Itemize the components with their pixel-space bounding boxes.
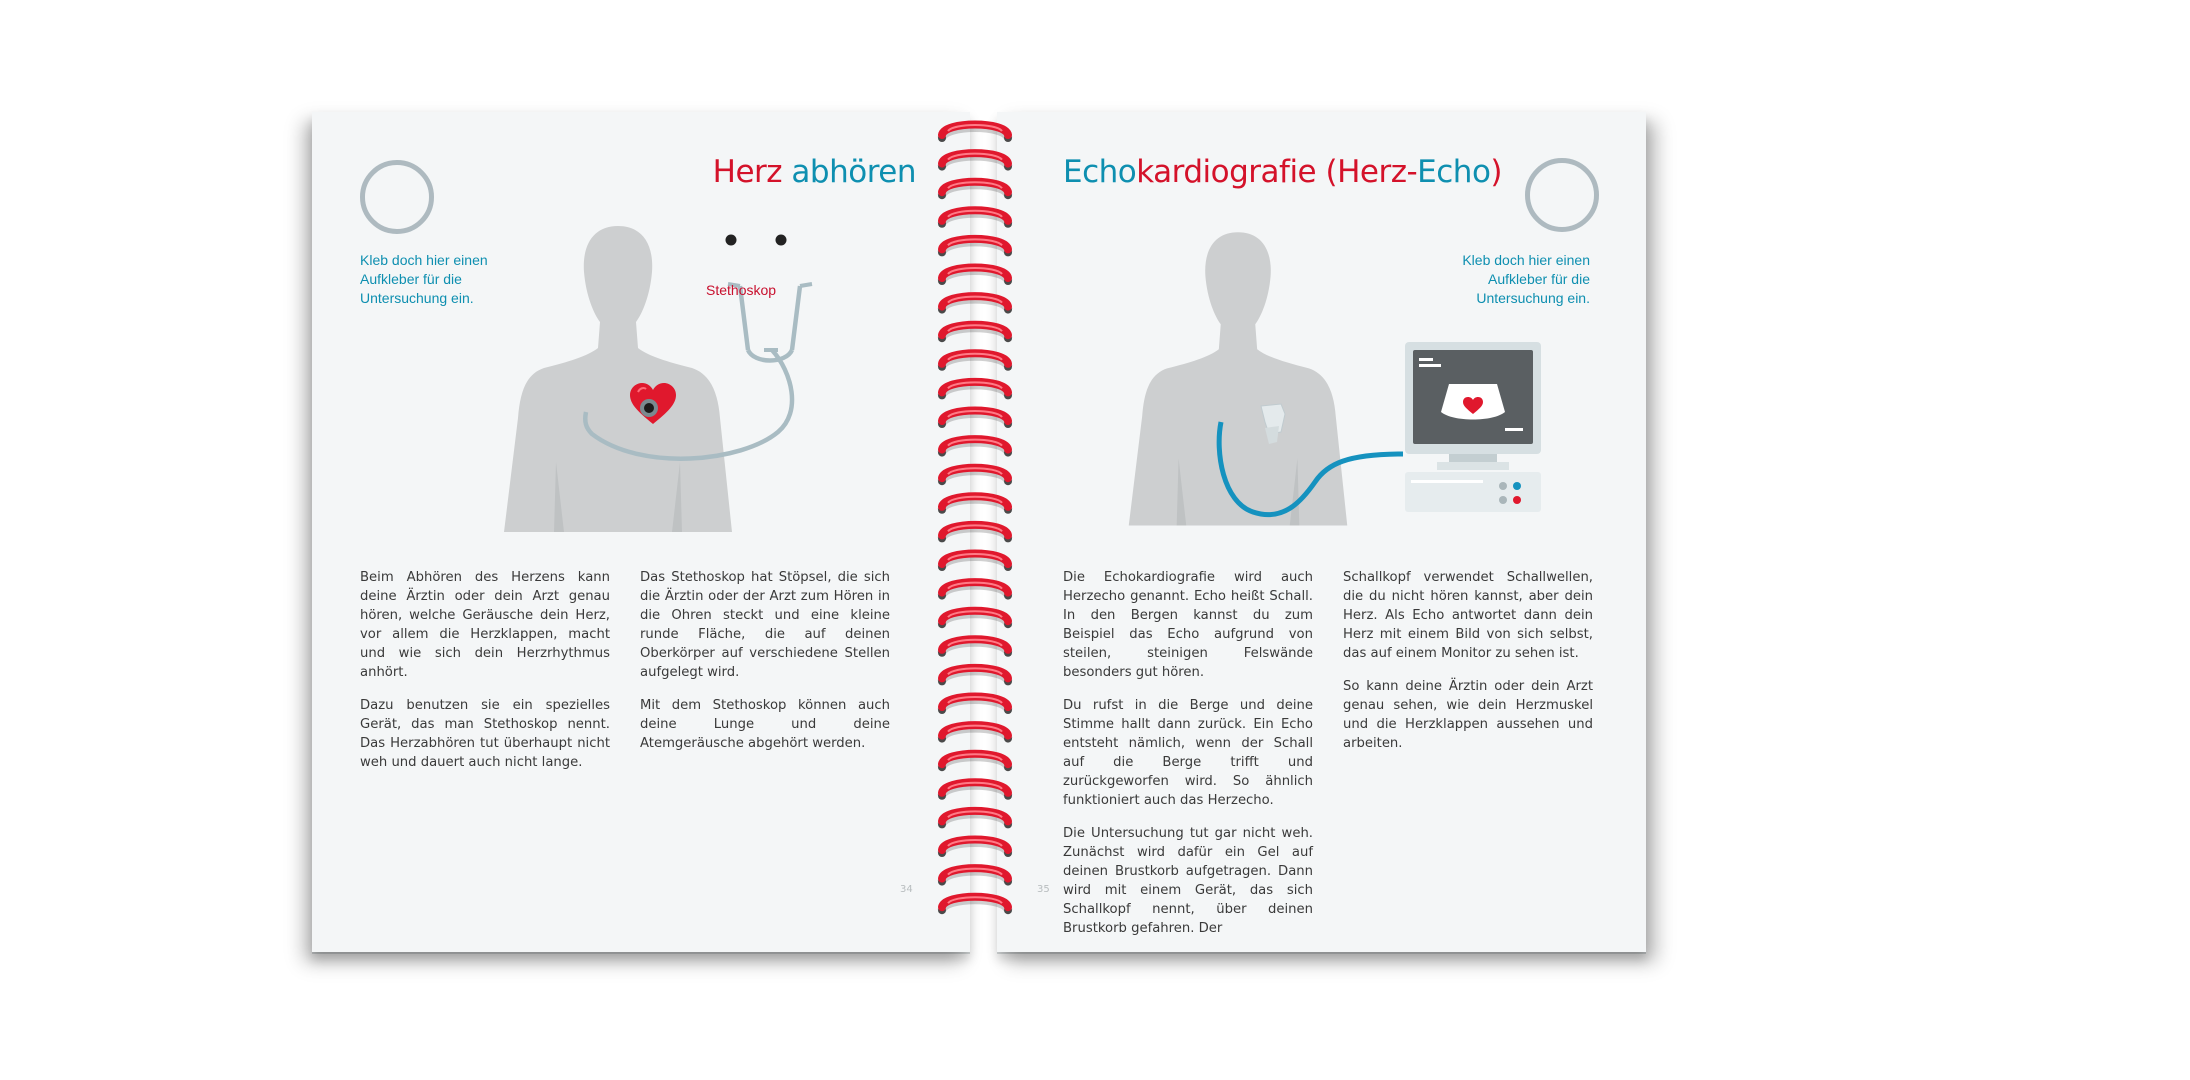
spiral-ring <box>938 125 1012 143</box>
sticker-note <box>360 251 488 308</box>
stethoscope-icon <box>492 222 872 482</box>
spiral-ring <box>938 897 1012 915</box>
spiral-ring <box>938 668 1012 686</box>
paragraph: Die Echokardiografie wird auch Herzecho genannt. Echo heißt Schall. In den Bergen kannst du zum Beispiel das Echo aufgrund von steilen, steinigen Felswände besonders gut hören. <box>1063 570 1313 680</box>
spiral-ring <box>938 182 1012 200</box>
spiral-ring <box>938 210 1012 228</box>
sticker-note-line: Aufkleber für die <box>360 271 462 287</box>
echo-machine-icon <box>1397 334 1547 514</box>
spiral-ring <box>938 296 1012 314</box>
text-column-1 <box>360 568 610 786</box>
transducer-cable-icon <box>1197 392 1417 532</box>
spiral-ring <box>938 811 1012 829</box>
sticker-note-line: Untersuchung ein. <box>1476 290 1590 306</box>
stethoscope-label: Stethoskop <box>706 282 777 298</box>
sticker-circle <box>360 160 434 234</box>
title-part-teal: Echo <box>1063 154 1137 190</box>
sticker-note-line: Untersuchung ein. <box>360 290 474 306</box>
page-title <box>1063 154 1502 190</box>
earpiece-right-icon <box>774 233 788 247</box>
page-title <box>713 154 916 190</box>
spiral-ring <box>938 439 1012 457</box>
spiral-ring <box>938 382 1012 400</box>
sticker-note-line: Kleb doch hier einen <box>1462 252 1590 268</box>
spiral-ring <box>938 525 1012 543</box>
left-page <box>312 112 970 952</box>
spiral-ring <box>938 725 1012 743</box>
spiral-ring <box>938 268 1012 286</box>
text-column-2 <box>1343 568 1593 767</box>
sticker-note <box>1462 251 1590 308</box>
paragraph: Du rufst in die Berge und deine Stimme hallt dann zurück. Ein Echo entsteht nämlich, wenn der Schall auf die Berge trifft und zurückgeworfen wird. So ähnlich funktioniert auch das Herzecho. <box>1063 698 1313 808</box>
paragraph: Dazu benutzen sie ein spezielles Gerät, das man Stethoskop nennt. Das Herzabhören tut überhaupt nicht weh und dauert auch nicht lange. <box>360 698 610 770</box>
spiral-ring <box>938 840 1012 858</box>
page-number: 35 <box>1037 884 1050 895</box>
paragraph: Schallkopf verwendet Schallwellen, die du nicht hören kannst, aber dein Herz. Als Echo antwortet dann dein Herz mit einem Bild von sich selbst, das auf einem Monitor zu sehen ist. <box>1343 570 1593 661</box>
spiral-ring <box>938 239 1012 257</box>
spiral-ring <box>938 411 1012 429</box>
spiral-ring <box>938 697 1012 715</box>
chest-piece-icon <box>638 397 660 419</box>
paragraph: Das Stethoskop hat Stöpsel, die sich die Ärztin oder der Arzt zum Hören in die Ohren steckt und eine kleine runde Fläche, die auf deinen Oberkörper auf verschiedene Stellen aufgelegt wird. <box>640 570 890 680</box>
title-part-teal: Echo <box>1417 154 1491 190</box>
text-column-1 <box>1063 568 1313 952</box>
title-part-red: kardiografie (Herz- <box>1136 154 1418 190</box>
spiral-ring <box>938 754 1012 772</box>
spiral-ring <box>938 325 1012 343</box>
spiral-ring <box>938 782 1012 800</box>
spiral-ring <box>938 353 1012 371</box>
transducer-icon <box>1255 402 1295 454</box>
title-part-red: Herz <box>712 154 783 190</box>
sticker-note-line: Kleb doch hier einen <box>360 252 488 268</box>
paragraph: Mit dem Stethoskop können auch deine Lunge und deine Atemgeräusche abgehört werden. <box>640 698 890 751</box>
spiral-ring <box>938 611 1012 629</box>
sticker-note-line: Aufkleber für die <box>1488 271 1590 287</box>
spiral-ring <box>938 868 1012 886</box>
paragraph: Die Untersuchung tut gar nicht weh. Zunächst wird dafür ein Gel auf deinen Brustkorb aufgetragen. Dann wird mit einem Gerät, das sich Schallkopf nennt, über deinen Brustkorb gefahren. Der <box>1063 826 1313 936</box>
right-page <box>997 112 1646 952</box>
page-number: 34 <box>900 884 913 895</box>
spiral-ring <box>938 639 1012 657</box>
earpiece-left-icon <box>724 233 738 247</box>
spiral-binding <box>930 112 1020 922</box>
sticker-circle <box>1525 158 1599 232</box>
spiral-ring <box>938 554 1012 572</box>
spiral-ring <box>938 153 1012 171</box>
title-part-red: ) <box>1490 154 1503 190</box>
title-part-teal: abhören <box>791 154 916 190</box>
paragraph: So kann deine Ärztin oder dein Arzt genau sehen, wie dein Herzmuskel und die Herzklappen aussehen und arbeiten. <box>1343 679 1593 751</box>
paragraph: Beim Abhören des Herzens kann deine Ärztin oder dein Arzt genau hören, welche Geräusche dein Herz, vor allem die Herzklappen, macht und wie sich dein Herzrhythmus anhört. <box>360 570 610 680</box>
spiral-ring <box>938 582 1012 600</box>
spiral-ring <box>938 496 1012 514</box>
spiral-ring <box>938 468 1012 486</box>
text-column-2 <box>640 568 890 767</box>
